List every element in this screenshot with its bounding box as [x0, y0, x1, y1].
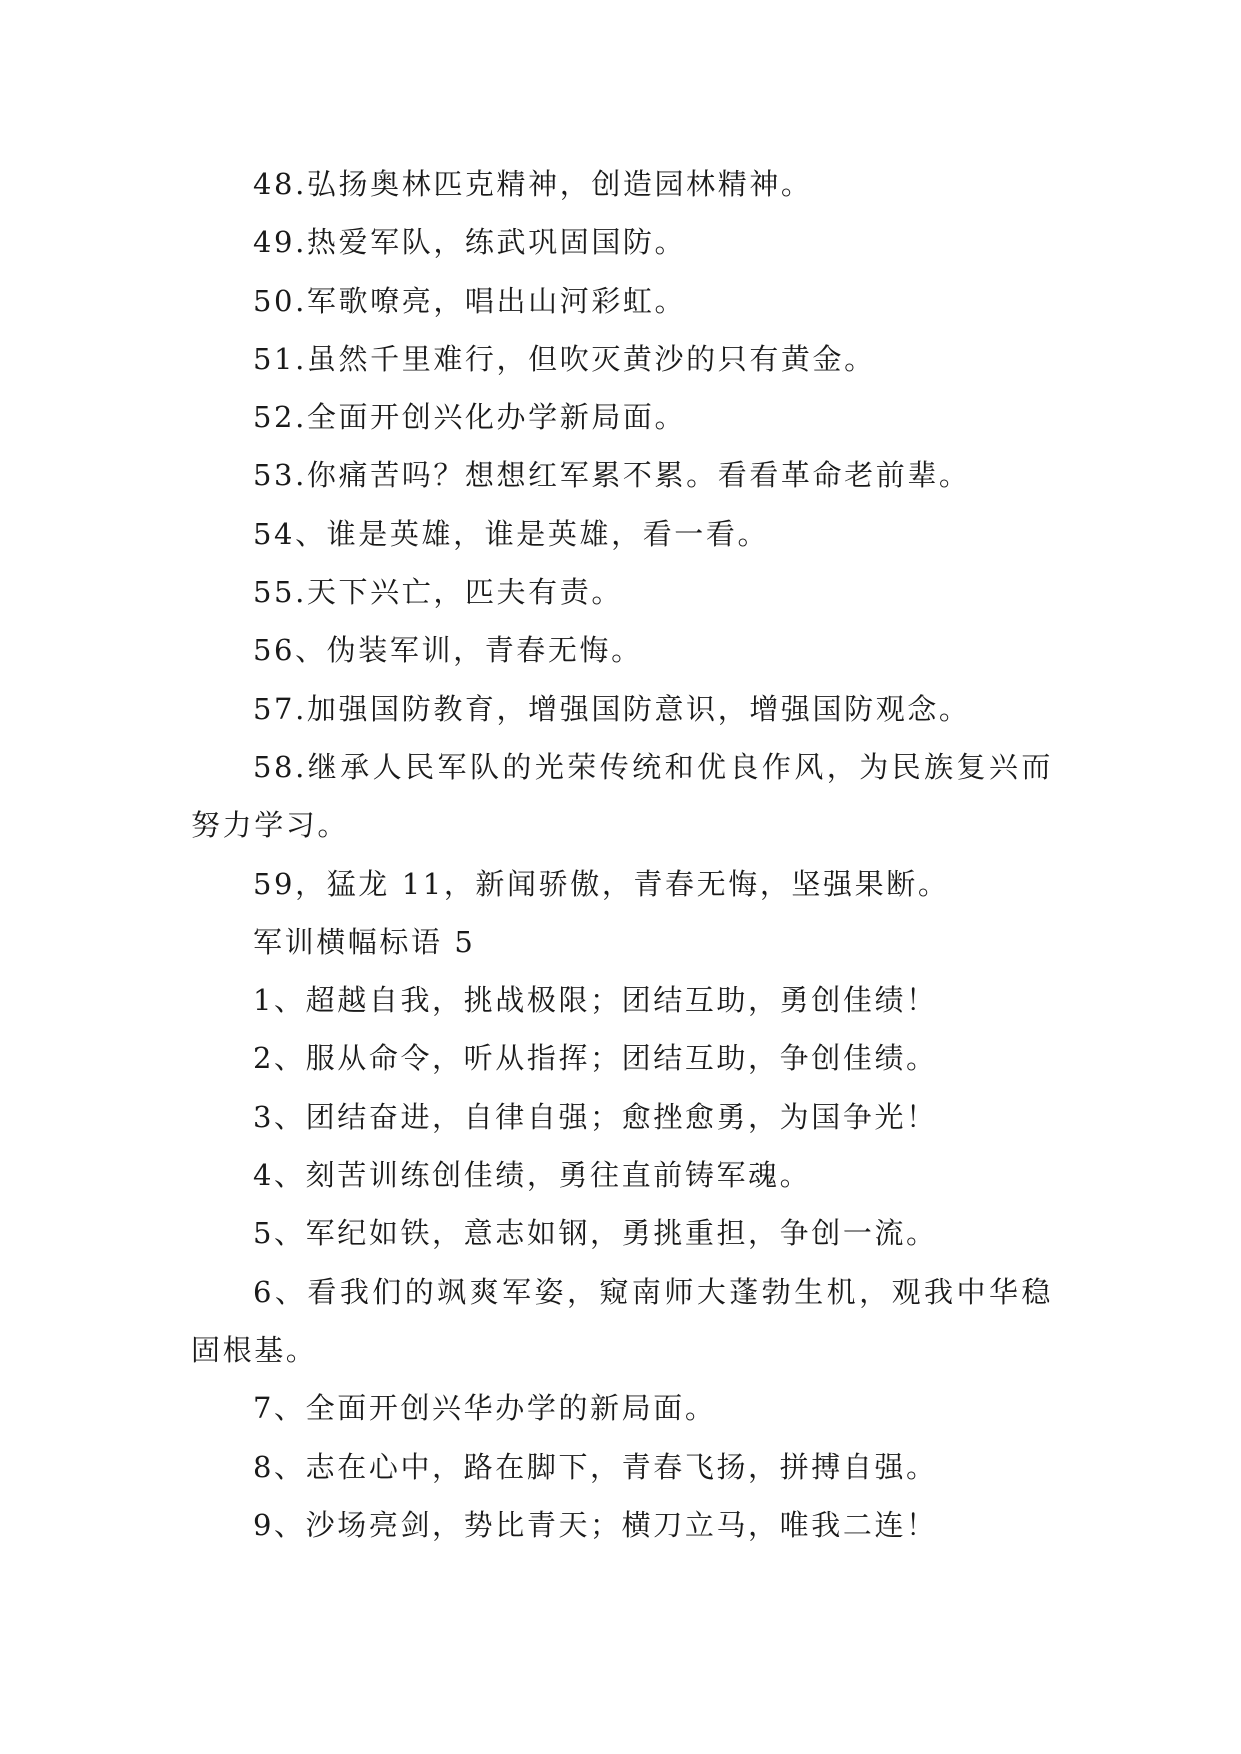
banner-slogan-5: 5、军纪如铁，意志如钢，勇挑重担，争创一流。 — [253, 1216, 938, 1251]
banner-slogan-7: 7、全面开创兴华办学的新局面。 — [253, 1391, 717, 1426]
slogan-57: 57.加强国防教育，增强国防意识，增强国防观念。 — [253, 691, 971, 726]
document-body — [191, 155, 1053, 1554]
slogan-59: 59，猛龙 11，新闻骄傲，青春无悔，坚强果断。 — [253, 866, 950, 901]
banner-slogan-1: 1、超越自我，挑战极限；团结互助，勇创佳绩！ — [253, 983, 938, 1018]
banner-slogan-8: 8、志在心中，路在脚下，青春飞扬，拼搏自强。 — [253, 1449, 938, 1484]
slogan-56: 56、伪装军训，青春无悔。 — [253, 633, 643, 668]
slogan-52: 52.全面开创兴化办学新局面。 — [253, 400, 687, 435]
section-heading: 军训横幅标语 5 — [253, 924, 476, 959]
slogan-51: 51.虽然千里难行，但吹灭黄沙的只有黄金。 — [253, 341, 876, 376]
banner-slogan-2: 2、服从命令，听从指挥；团结互助，争创佳绩。 — [253, 1041, 938, 1076]
slogan-58: 58.继承人民军队的光荣传统和优良作风，为民族复兴而努力学习。 — [191, 749, 1053, 843]
slogan-53: 53.你痛苦吗？想想红军累不累。看看革命老前辈。 — [253, 458, 971, 493]
banner-slogan-9: 9、沙场亮剑，势比青天；横刀立马，唯我二连！ — [253, 1507, 938, 1542]
slogan-55: 55.天下兴亡，匹夫有责。 — [253, 575, 623, 610]
slogan-54: 54、谁是英雄，谁是英雄，看一看。 — [253, 516, 770, 551]
banner-slogan-3: 3、团结奋进，自律自强；愈挫愈勇，为国争光！ — [253, 1099, 938, 1134]
slogan-48: 48.弘扬奥林匹克精神，创造园林精神。 — [253, 167, 813, 201]
banner-slogan-4: 4、刻苦训练创佳绩，勇往直前铸军魂。 — [253, 1158, 812, 1193]
slogan-49: 49.热爱军队，练武巩固国防。 — [253, 225, 687, 260]
slogan-50: 50.军歌嘹亮，唱出山河彩虹。 — [253, 283, 687, 318]
banner-slogan-6: 6、看我们的飒爽军姿，窥南师大蓬勃生机，观我中华稳固根基。 — [191, 1274, 1053, 1367]
